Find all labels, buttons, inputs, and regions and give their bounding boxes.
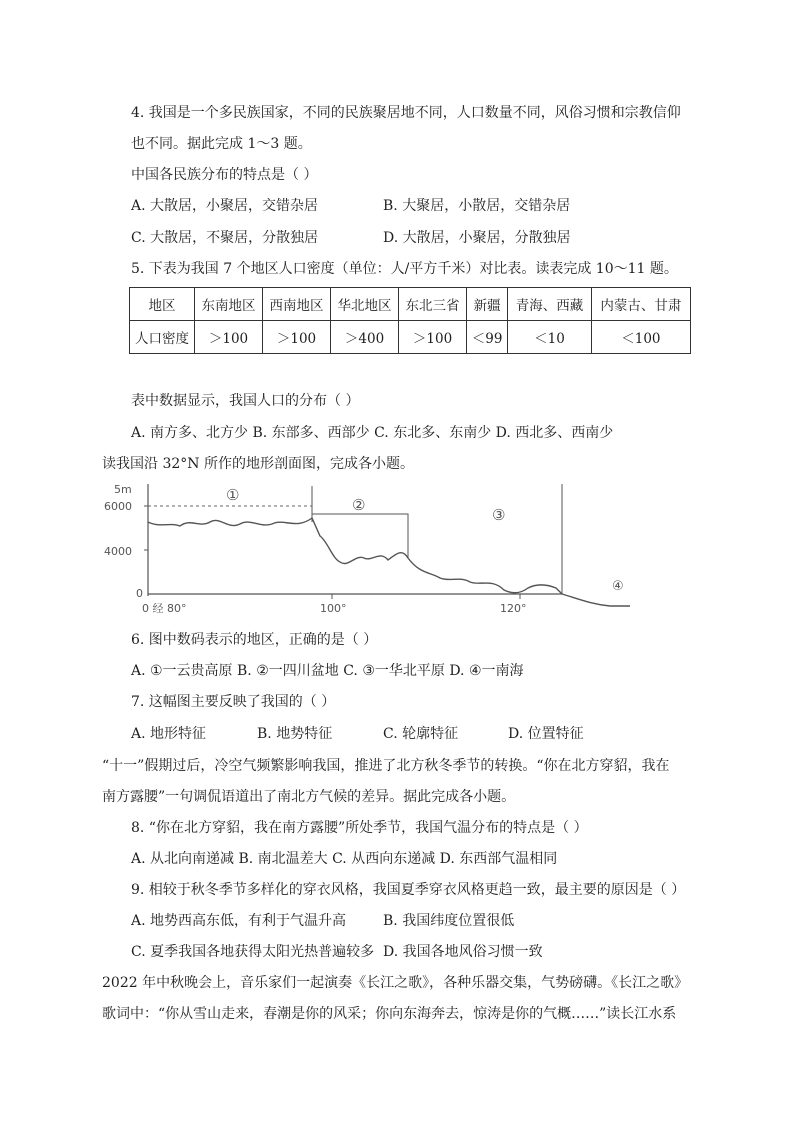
q5-stem: 5. 下表为我国 7 个地区人口密度（单位：人/平方千米）对比表。读表完成 10～11 题。 [131, 261, 678, 277]
y-unit-label: 5m [114, 483, 132, 496]
q7-option-d: D. 位置特征 [508, 726, 584, 742]
table-cell: ＞100 [399, 321, 467, 354]
table-header-cell: 西南地区 [263, 288, 331, 321]
table-header-cell: 地区 [130, 288, 195, 321]
q6-question: 6. 图中数码表示的地区，正确的是（ ） [131, 632, 378, 648]
table-cell: ＞400 [331, 321, 399, 354]
climate-intro-line1: “十一”假期过后，冷空气频繁影响我国，推进了北方秋冬季节的转换。“你在北方穿貂，我在 [102, 758, 670, 774]
q4-question: 中国各民族分布的特点是（ ） [131, 167, 318, 183]
region-label-4: ④ [612, 579, 624, 594]
q4-stem-line2: 也不同。据此完成 1～3 题。 [131, 136, 312, 152]
q5-question: 表中数据显示，我国人口的分布（ ） [131, 393, 360, 409]
x-tick-label: 100° [320, 602, 347, 615]
table-header-cell: 青海、西藏 [508, 288, 592, 321]
profile-intro: 读我国沿 32°N 所作的地形剖面图，完成各小题。 [102, 456, 414, 472]
y-tick-label: 0 [136, 587, 143, 600]
table-header-cell: 东南地区 [195, 288, 263, 321]
population-density-table [129, 287, 691, 354]
q8-options: A. 从北向南递减 B. 南北温差大 C. 从西向东递减 D. 东西部气温相同 [131, 851, 558, 867]
terrain-line [148, 518, 630, 606]
y-tick-label: 4000 [104, 545, 132, 558]
table-cell: ＞100 [195, 321, 263, 354]
final-line2: 歌词中：“你从雪山走来，春潮是你的风采；你向东海奔去，惊涛是你的气概……”读长江水系 [102, 1006, 677, 1022]
x-tick-label: 120° [500, 602, 527, 615]
table-cell: 人口密度 [130, 321, 195, 354]
q9-question: 9. 相较于秋冬季节多样化的穿衣风格，我国夏季穿衣风格更趋一致，最主要的原因是（ ） [131, 882, 686, 898]
table-header-cell: 华北地区 [331, 288, 399, 321]
q4-option-c: C. 大散居，不聚居，分散独居 [131, 230, 319, 246]
q7-option-c: C. 轮廓特征 [383, 726, 459, 742]
q9-option-c: C. 夏季我国各地获得太阳光热普遍较多 [131, 944, 375, 960]
q4-stem-line1: 4. 我国是一个多民族国家，不同的民族聚居地不同，人口数量不同，风俗习惯和宗教信仰 [131, 105, 681, 121]
q9-option-b: B. 我国纬度位置很低 [383, 913, 515, 929]
region-bracket-2 [312, 514, 408, 558]
q7-option-b: B. 地势特征 [257, 726, 333, 742]
table-header-row [130, 288, 691, 321]
table-cell: ＞100 [263, 321, 331, 354]
table-header-cell: 新疆 [467, 288, 508, 321]
climate-intro-line2: 南方露腰”一句调侃语道出了南北方气候的差异。据此完成各小题。 [102, 789, 516, 805]
region-label-3: ③ [492, 506, 506, 524]
table-row [130, 321, 691, 354]
table-header-cell: 内蒙古、甘肃 [591, 288, 690, 321]
region-label-2: ② [352, 496, 366, 514]
q7-question: 7. 这幅图主要反映了我国的（ ） [131, 694, 336, 710]
table-cell: ＜99 [467, 321, 508, 354]
region-label-1: ① [226, 486, 240, 504]
q6-options: A. ①一云贵高原 B. ②一四川盆地 C. ③一华北平原 D. ④一南海 [131, 663, 524, 679]
table-cell: ＜100 [591, 321, 690, 354]
q9-option-d: D. 我国各地风俗习惯一致 [383, 944, 543, 960]
y-tick-label: 6000 [104, 500, 132, 513]
x-tick-label: 0 经 80° [142, 602, 187, 615]
q7-option-a: A. 地形特征 [131, 726, 207, 742]
table-cell: ＜10 [508, 321, 592, 354]
final-line1: 2022 年中秋晚会上，音乐家们一起演奏《长江之歌》，各种乐器交集，气势磅礴。《长江之歌》 [102, 975, 689, 991]
table-header-cell: 东北三省 [399, 288, 467, 321]
terrain-profile-chart [100, 478, 640, 620]
q5-options: A. 南方多、北方少 B. 东部多、西部少 C. 东北多、东南少 D. 西北多、西南少 [131, 425, 614, 441]
q9-option-a: A. 地势西高东低，有利于气温升高 [131, 913, 347, 929]
q8-question: 8. “你在北方穿貂，我在南方露腰”所处季节，我国气温分布的特点是（ ） [131, 820, 588, 836]
q4-option-b: B. 大聚居，小散居，交错杂居 [383, 198, 571, 214]
q4-option-d: D. 大散居，小聚居，分散独居 [383, 230, 571, 246]
q4-option-a: A. 大散居，小聚居，交错杂居 [131, 198, 319, 214]
